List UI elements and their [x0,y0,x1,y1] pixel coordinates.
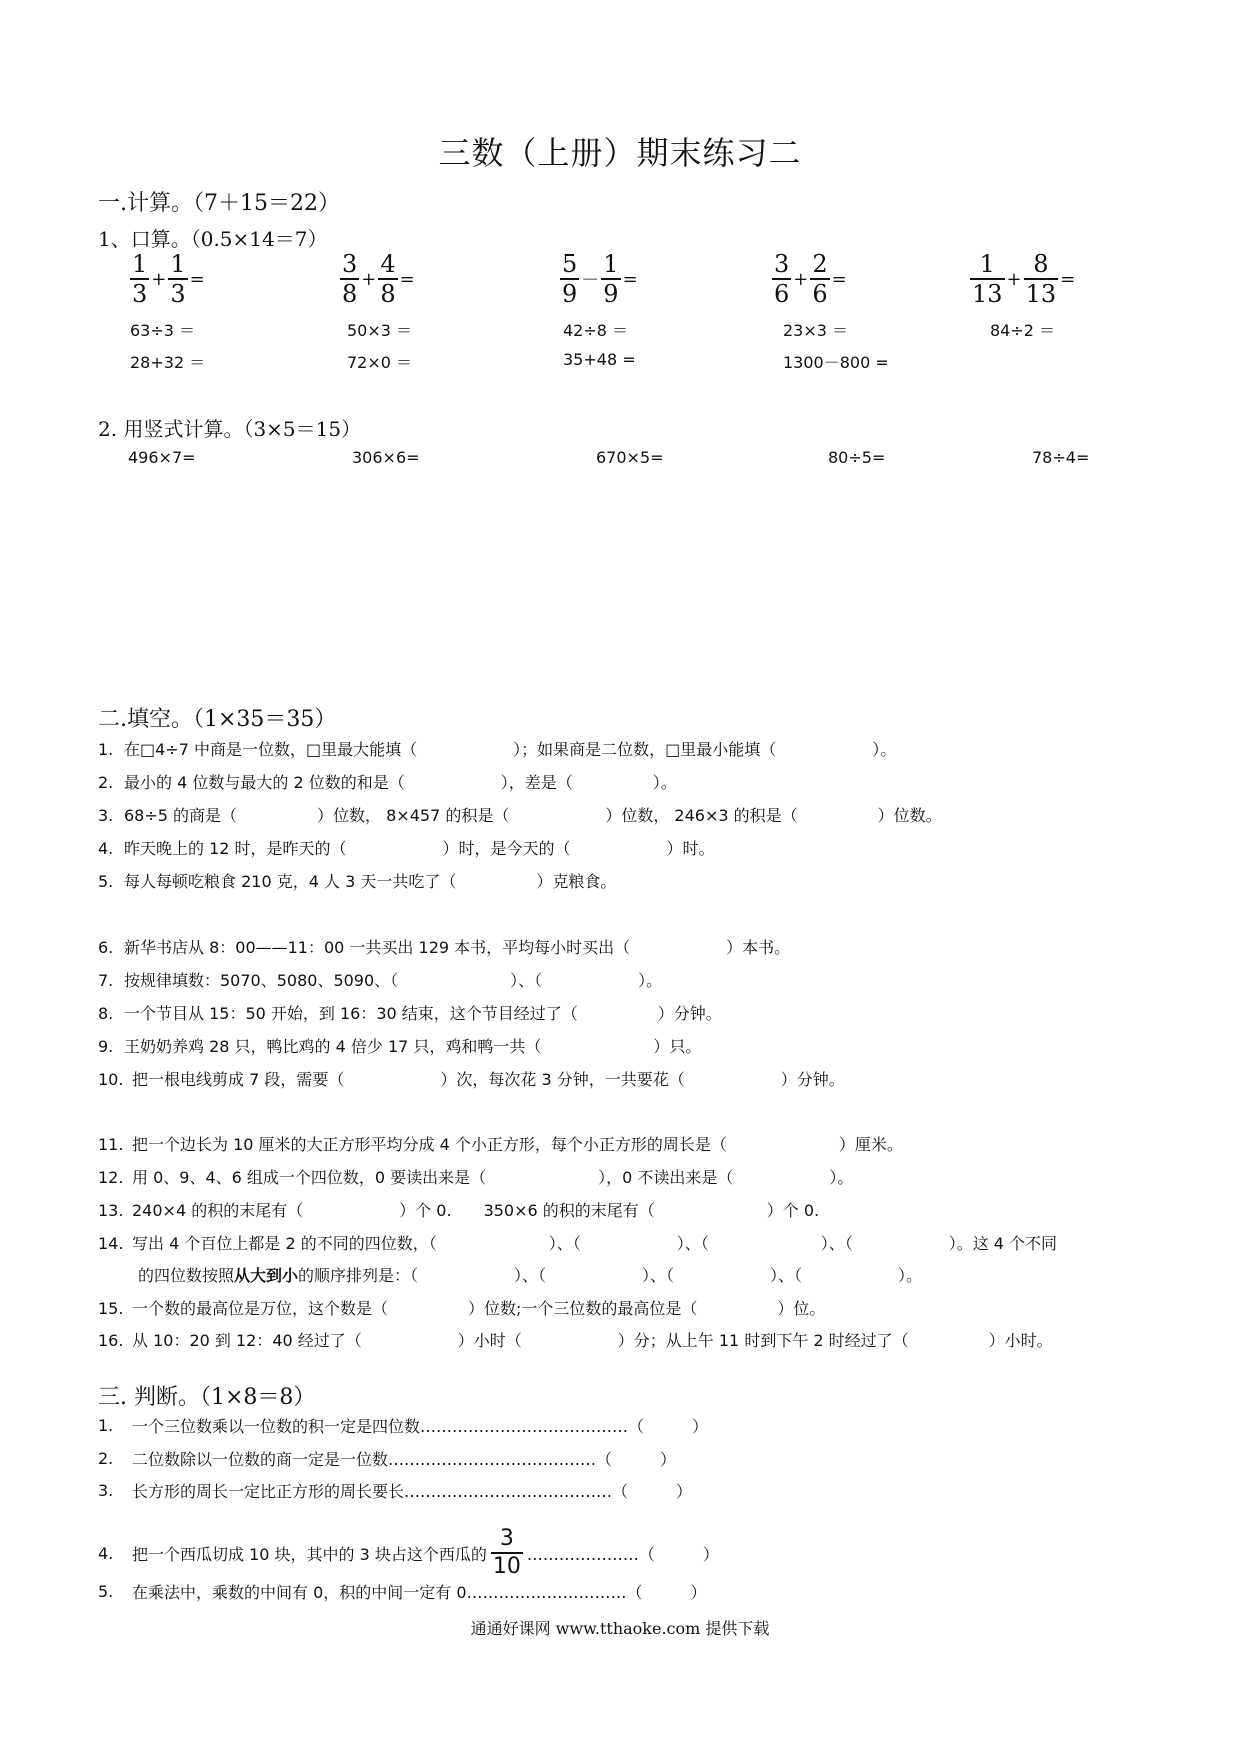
denominator: 9 [562,280,578,308]
item-number: 13. [98,1201,124,1220]
vertical-calc-item: 306×6= [352,448,420,467]
fill-blank-item [98,1296,825,1319]
vertical-calc-item: 80÷5= [828,448,886,467]
fill-blank-item [98,803,942,826]
item-text: 王奶奶养鸡 28 只，鸭比鸡的 4 倍少 17 只，鸡和鸭一共（ ）只。 [124,1037,702,1056]
numerator: 1 [132,250,148,278]
fraction [340,252,359,306]
item-text: 最小的 4 位数与最大的 2 位数的和是（ ），差是（ ）。 [124,773,677,792]
denominator: 6 [774,280,790,308]
vertical-calc-item: 670×5= [596,448,664,467]
fraction-expression [772,252,849,306]
item-number: 3. [98,806,114,825]
item-text: 每人每顿吃粮食 210 克，4 人 3 天一共吃了（ ）克粮食。 [124,872,617,891]
item-number: 12. [98,1168,124,1187]
fraction [810,252,829,306]
item-text: 按规律填数：5070、5080、5090、（ ）、（ ）。 [124,971,663,990]
fill-blank-item [98,1132,903,1155]
page-title: 三数（上册）期末练习二 [438,134,802,172]
fraction [772,252,791,306]
equals-sign: = [189,268,205,290]
numerator: 1 [979,250,995,278]
oral-calc-item: 63÷3 ＝ [130,321,196,340]
fill-blank-item [98,1034,701,1057]
denominator: 13 [972,280,1003,308]
item-text: 把一个西瓜切成 10 块，其中的 3 块占这个西瓜的 [132,1544,487,1564]
item-text: …………………（ ） [526,1544,719,1564]
item-number: 3. [98,1481,114,1500]
judgment-item [98,1528,719,1578]
item-text: 写出 4 个百位上都是 2 的不同的四位数，（ ）、（ ）、（ ）、（ ）。这 4 个不同 [132,1234,1058,1253]
item-number: 1. [98,1416,114,1435]
operator: + [1006,268,1022,290]
fraction [168,252,187,306]
oral-calc-item: 50×3 ＝ [347,321,413,340]
item-text: 用 0、9、4、6 组成一个四位数，0 要读出来是（ ），0 不读出来是（ ）。 [132,1168,854,1187]
judgment-item [98,1580,707,1603]
section1-heading: 一.计算。（7＋15＝22） [98,191,340,216]
oral-calc-item: 42÷8 ＝ [563,321,629,340]
oral-calc-item: 1300－800 = [783,353,889,372]
item-text: 一个三位数乘以一位数的积一定是四位数…………………………………（ ） [132,1417,709,1436]
item-number: 5. [98,1582,114,1601]
oral-calc-item: 23×3 ＝ [783,321,849,340]
equals-sign: = [399,268,415,290]
equals-sign: = [622,268,638,290]
denominator: 8 [342,280,358,308]
operator: － [581,270,600,291]
fill-blank-item [98,1328,1053,1351]
item-text: 68÷5 的商是（ ）位数， 8×457 的积是（ ）位数， 246×3 的积是（ ）位数。 [124,806,942,825]
denominator: 3 [132,280,148,308]
equals-sign: = [1060,268,1076,290]
fraction-expression [130,252,207,306]
item-text: 在□4÷7 中商是一位数，□里最大能填（ ）；如果商是二位数，□里最小能填（ ）。 [124,740,897,759]
judgment-item [98,1414,708,1437]
operator: + [361,268,377,290]
item-number: 4. [98,1543,114,1563]
judgment-item [98,1447,676,1470]
footer-credit: 通通好课网 www.tthaoke.com 提供下载 [470,1619,770,1638]
item-text: 240×4 的积的末尾有（ ）个 0. 350×6 的积的末尾有（ ）个 0. [132,1201,820,1220]
denominator: 9 [603,280,619,308]
numerator: 8 [1033,250,1049,278]
fill-blank-item [98,968,662,991]
fraction [1024,252,1059,306]
item-text: 的四位数按照 [138,1266,235,1285]
item-text: 把一个边长为 10 厘米的大正方形平均分成 4 个小正方形，每个小正方形的周长是（ ）厘米。 [132,1135,903,1154]
section3-heading: 三. 判断。（1×8＝8） [98,1385,316,1410]
fraction-expression [970,252,1077,306]
fraction [378,252,397,306]
item-text: 长方形的周长一定比正方形的周长要长…………………………………（ ） [132,1482,693,1501]
oral-calc-item: 35+48 = [563,350,636,369]
numerator: 1 [170,250,186,278]
vertical-calc-item: 78÷4= [1032,448,1090,467]
fraction [130,252,149,306]
vertical-calc-item: 496×7= [128,448,196,467]
item-number: 2. [98,1449,114,1468]
denominator: 10 [492,1554,521,1579]
fill-blank-item [98,1198,819,1221]
fill-blank-item [98,737,896,760]
item-number: 8. [98,1004,114,1023]
fill-blank-item [98,1067,845,1090]
item-text: 二位数除以一位数的商一定是一位数…………………………………（ ） [132,1450,677,1469]
item-number: 15. [98,1299,124,1318]
part2-heading: 2. 用竖式计算。（3×5＝15） [98,417,362,441]
item-number: 10. [98,1070,124,1089]
item-text: 一个节目从 15：50 开始，到 16：30 结束，这个节目经过了（ ）分钟。 [124,1004,722,1023]
numerator: 3 [342,250,358,278]
item-text: 从 10：20 到 12：40 经过了（ ）小时（ ）分；从上午 11 时到下午 2 时经过了（ ）小时。 [132,1331,1053,1350]
item-text: 的顺序排列是：（ ）、（ ）、（ ）、（ ）。 [298,1266,923,1285]
item-text: 新华书店从 8：00——11：00 一共买出 129 本书，平均每小时买出（ ）本书。 [124,938,791,957]
numerator: 4 [380,250,396,278]
fill-blank-item [98,935,790,958]
item-number: 14. [98,1234,124,1253]
item-emphasis: 从大到小 [234,1266,299,1285]
item-number: 5. [98,872,114,891]
oral-calc-item: 84÷2 ＝ [990,321,1056,340]
denominator: 6 [812,280,828,308]
numerator: 3 [774,250,790,278]
fill-blank-item [98,1001,722,1024]
oral-calc-item: 28+32 ＝ [130,353,206,372]
fraction [601,252,620,306]
item-number: 7. [98,971,114,990]
fill-blank-item [98,1263,922,1286]
fill-blank-item [98,836,715,859]
item-text: 昨天晚上的 12 时，是昨天的（ ）时，是今天的（ ）时。 [124,839,715,858]
numerator: 1 [603,250,619,278]
fill-blank-item [98,1165,853,1188]
equals-sign: = [831,268,847,290]
denominator: 8 [380,280,396,308]
numerator: 5 [562,250,578,278]
item-text: 把一根电线剪成 7 段，需要（ ）次，每次花 3 分钟，一共要花（ ）分钟。 [132,1070,845,1089]
numerator: 2 [812,250,828,278]
operator: + [793,268,809,290]
item-number: 11. [98,1135,124,1154]
denominator: 3 [170,280,186,308]
item-number: 1. [98,740,114,759]
item-number: 16. [98,1331,124,1350]
fill-blank-item [98,1231,1057,1254]
numerator: 3 [499,1526,514,1551]
item-number: 6. [98,938,114,957]
fraction-expression [560,252,640,306]
item-text: 一个数的最高位是万位，这个数是（ ）位数;一个三位数的最高位是（ ）位。 [132,1299,826,1318]
denominator: 13 [1025,280,1057,308]
item-number: 4. [98,839,114,858]
item-number: 2. [98,773,114,792]
oral-calc-item: 72×0 ＝ [347,353,413,372]
item-text: 在乘法中，乘数的中间有 0，积的中间一定有 0…………………………（ ） [132,1583,707,1602]
operator: + [151,268,167,290]
section2-heading: 二.填空。（1×35＝35） [98,707,337,732]
fraction [970,252,1005,306]
item-number: 9. [98,1037,114,1056]
fraction [560,252,579,306]
fill-blank-item [98,770,677,793]
part1-heading: 1、口算。（0.5×14＝7） [98,227,328,251]
fraction [491,1528,523,1578]
judgment-item [98,1479,692,1502]
fill-blank-item [98,869,616,892]
fraction-expression [340,252,417,306]
